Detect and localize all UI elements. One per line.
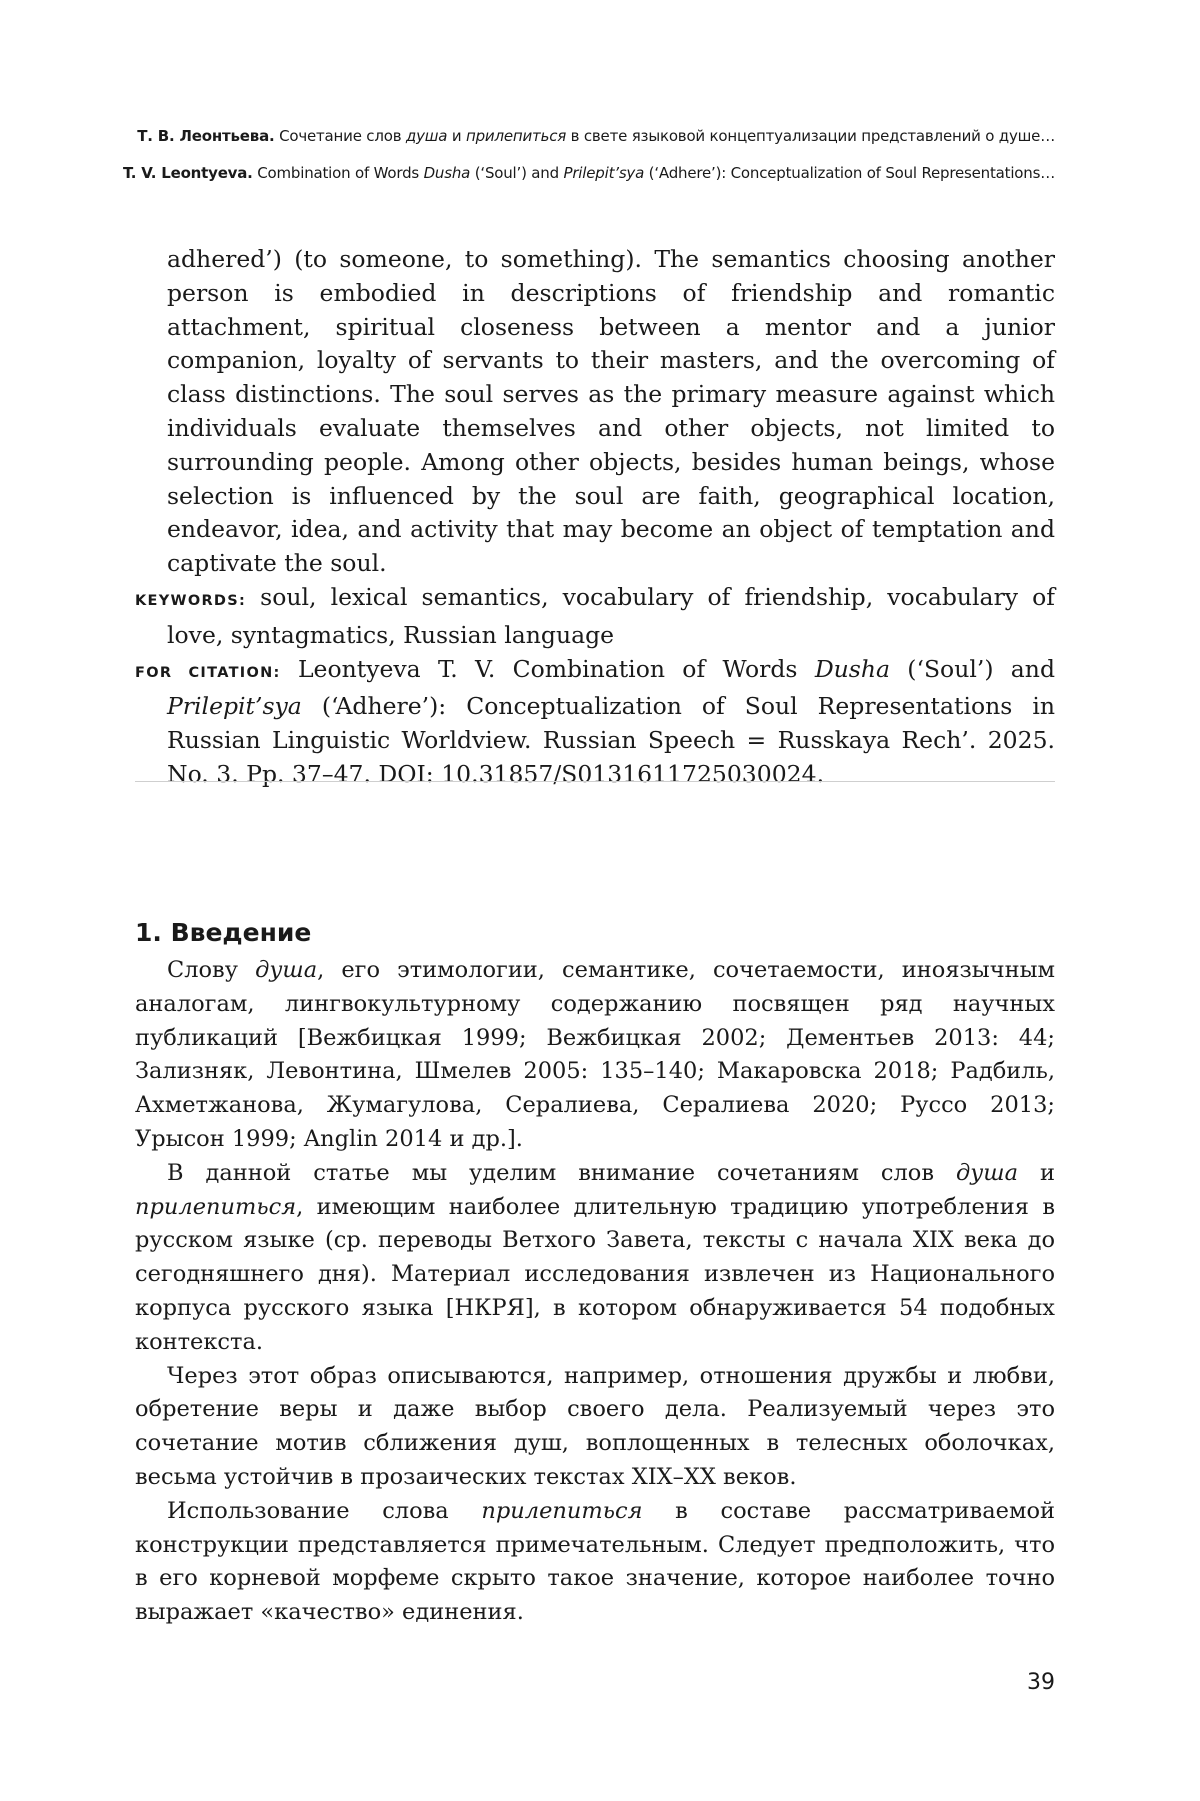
section-title: 1. Введение	[135, 918, 312, 947]
running-head-author: T. V. Leontyeva.	[122, 164, 253, 182]
running-head-russian: Т. В. Леонтьева. Сочетание слов душа и прилепиться в свете языковой концептуализации представлений о душе…	[137, 127, 1055, 145]
keywords-label: KEYWORDS:	[135, 592, 247, 609]
running-head-english: T. V. Leontyeva. Combination of Words Dusha (‘Soul’) and Prilepit’sya (‘Adhere’): Conceptualization of Soul Representations…	[122, 164, 1055, 182]
abstract-text: adhered’) (to someone, to something). The semantics choosing another person is embodied in descriptions of friendship and romantic attachment, spiritual closeness between a mentor and a junior companion, loyalty of servants to their masters, and the overcoming of class distinctions. The soul serves as the primary measure against which individuals evaluate themselves and other objects, not limited to surrounding people. Among other objects, besides human beings, whose selection is influenced by the soul are faith, geographical location, endeavor, idea, and activity that may become an object of temptation and captivate the soul.	[167, 245, 1055, 578]
divider	[135, 781, 1055, 782]
running-head-author: Т. В. Леонтьева.	[137, 127, 275, 145]
section-body	[135, 954, 1055, 1630]
paragraph: Использование слова прилепиться в составе рассматриваемой конструкции представляется примечательным. Следует предположить, что в его корневой морфеме скрыто такое значение, которое наиболее точно выражает «качество» единения.	[135, 1497, 1055, 1626]
paragraph: Слову душа, его этимологии, семантике, сочетаемости, иноязычным аналогам, лингвокультурному содержанию посвящен ряд научных публикаций [Вежбицкая 1999; Вежбицкая 2002; Дементьев 2013: 44; Зализняк, Левонтина, Шмелев 2005: 135–140; Макаровска 2018; Радбиль, Ахметжанова, Жумагулова, Сералиева, Сералиева 2020; Руссо 2013; Урысон 1999; Anglin 2014 и др.].	[135, 957, 1055, 1152]
page-number: 39	[1027, 1670, 1055, 1695]
page	[122, 0, 1055, 1801]
citation-label: FOR CITATION:	[135, 664, 281, 681]
paragraph: В данной статье мы уделим внимание сочетаниям слов душа и прилепиться, имеющим наиболее длительную традицию употребления в русском языке (ср. переводы Ветхого Завета, тексты с начала XIX века до сегодняшнего дня). Материал исследования извлечен из Национального корпуса русского языка [НКРЯ], в котором обнаруживается 54 подобных контекста.	[135, 1159, 1055, 1355]
abstract-block	[135, 243, 1055, 792]
citation: FOR CITATION: Leontyeva T. V. Combination of Words Dusha (‘Soul’) and Prilepit’sya (‘Adhere’): Conceptualization of Soul Representations in Russian Linguistic Worldview. Russian Speech = Russkaya Rech’. 2025. No. 3. Pp. 37–47. DOI: 10.31857/S0131611725030024.	[135, 654, 1055, 788]
keywords: KEYWORDS: soul, lexical semantics, vocabulary of friendship, vocabulary of love, syntagmatics, Russian language	[135, 582, 1055, 649]
paragraph: Через этот образ описываются, например, отношения дружбы и любви, обретение веры и даже выбор своего дела. Реализуемый через это сочетание мотив сближения душ, воплощенных в телесных оболочках, весьма устойчив в прозаических текстах XIX–XX веков.	[135, 1362, 1055, 1490]
